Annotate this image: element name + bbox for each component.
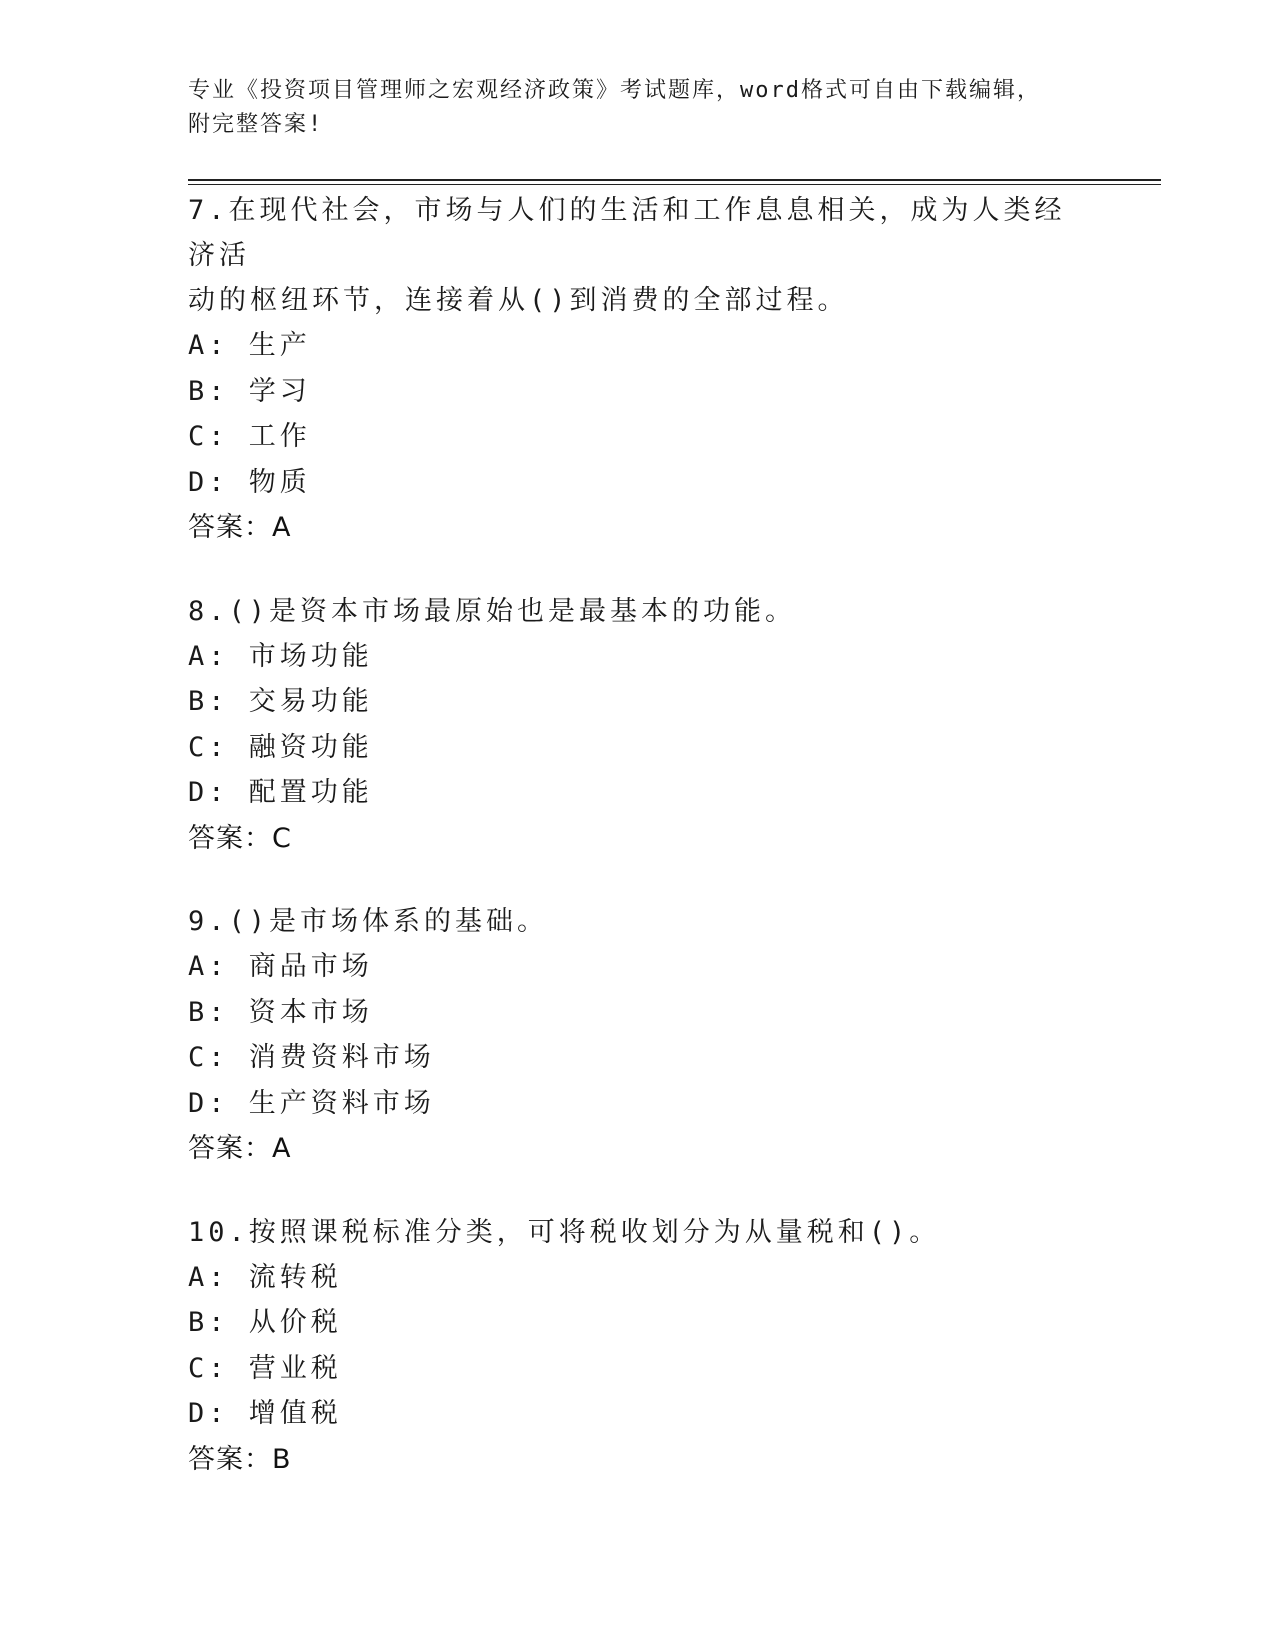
answer-line: 答案：C xyxy=(188,822,292,854)
option-b: B: 交易功能 xyxy=(188,686,373,717)
question-text: 9.()是市场体系的基础。 xyxy=(188,906,549,937)
option-a: A: 生产 xyxy=(188,330,311,361)
header-divider-thick xyxy=(188,179,1161,181)
option-a: A: 流转税 xyxy=(188,1261,342,1293)
option-b: B: 学习 xyxy=(188,375,311,407)
document-header xyxy=(188,74,1068,142)
option-d: D: 物质 xyxy=(188,466,311,498)
option-d: D: 配置功能 xyxy=(188,777,373,808)
option-c: C: 工作 xyxy=(188,421,311,452)
question-8 xyxy=(188,589,1088,862)
question-list xyxy=(188,188,1088,1520)
option-d: D: 生产资料市场 xyxy=(188,1087,435,1119)
header-line-2: 附完整答案! xyxy=(188,112,324,137)
question-text-continued: 动的枢纽环节，连接着从()到消费的全部过程。 xyxy=(188,285,849,316)
question-7 xyxy=(188,188,1088,551)
option-a: A: 市场功能 xyxy=(188,640,373,672)
question-text: 10.按照课税标准分类，可将税收划分为从量税和()。 xyxy=(188,1216,941,1248)
question-9 xyxy=(188,899,1088,1172)
option-c: C: 融资功能 xyxy=(188,731,373,763)
answer-line: 答案：B xyxy=(188,1443,292,1475)
header-divider-thin xyxy=(188,184,1161,185)
answer-line: 答案：A xyxy=(188,512,292,543)
option-b: B: 从价税 xyxy=(188,1307,342,1338)
option-a: A: 商品市场 xyxy=(188,951,373,982)
question-text: 8.()是资本市场最原始也是最基本的功能。 xyxy=(188,595,797,627)
option-b: B: 资本市场 xyxy=(188,996,373,1028)
option-d: D: 增值税 xyxy=(188,1398,342,1429)
question-text: 7.在现代社会，市场与人们的生活和工作息息相关，成为人类经济活 xyxy=(188,195,1066,271)
option-c: C: 消费资料市场 xyxy=(188,1042,435,1073)
question-10 xyxy=(188,1210,1088,1483)
header-line-1: 专业《投资项目管理师之宏观经济政策》考试题库，word格式可自由下载编辑， xyxy=(188,78,1041,103)
answer-line: 答案：A xyxy=(188,1133,292,1164)
option-c: C: 营业税 xyxy=(188,1352,342,1384)
